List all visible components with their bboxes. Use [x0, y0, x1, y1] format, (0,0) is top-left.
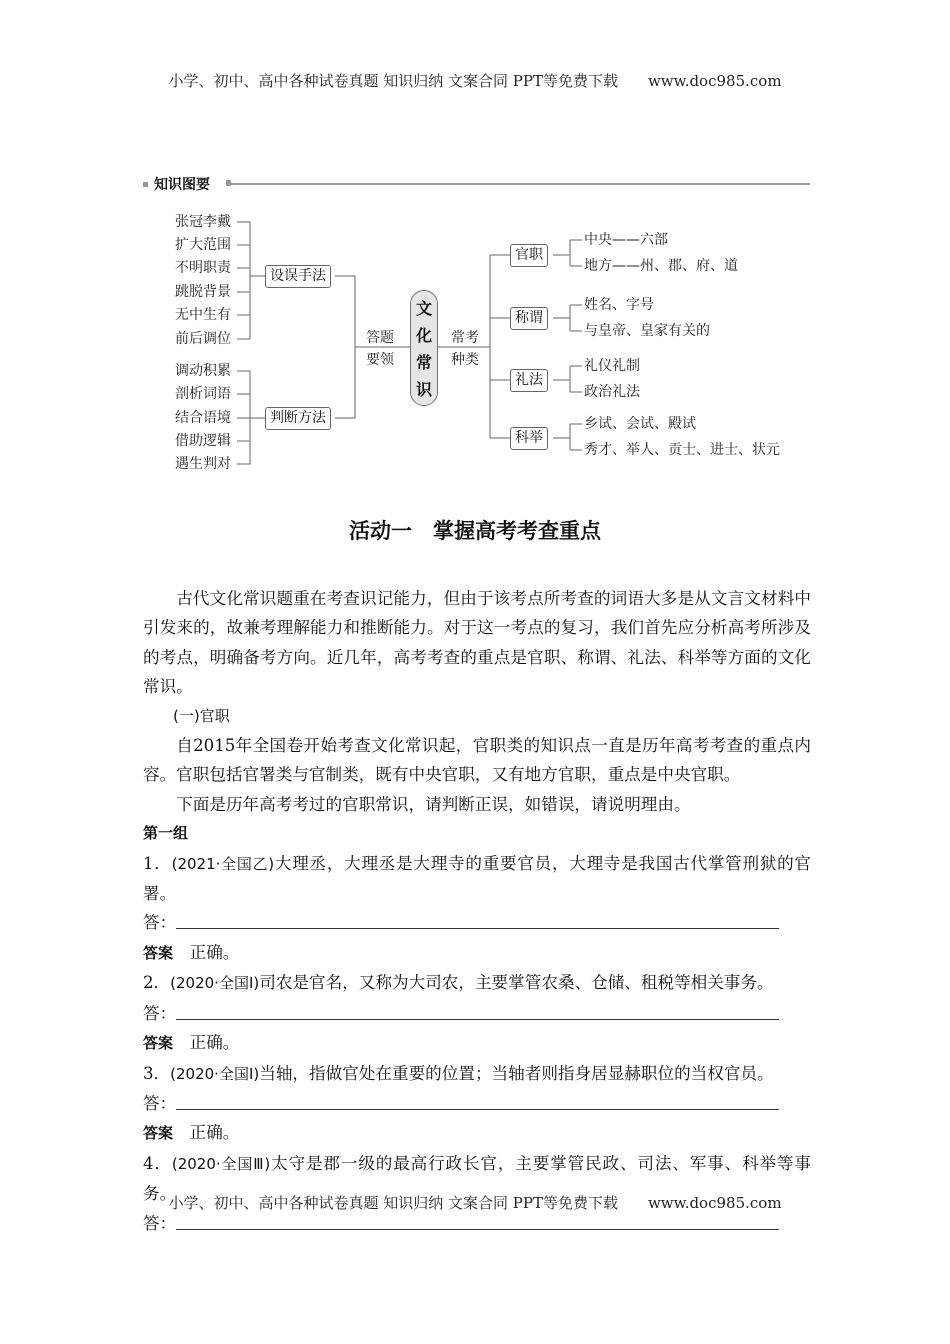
right-leaf-item: 地方——州、郡、府、道	[584, 258, 738, 274]
answer-label: 答案	[143, 943, 174, 962]
footer-url[interactable]: www.doc985.com	[647, 1194, 782, 1212]
left-leaf-item: 遇生判对	[175, 456, 231, 472]
question-source: (2020·全国Ⅰ)	[170, 1064, 260, 1083]
section-label-text: 知识图要	[154, 177, 210, 193]
intro-paragraph: 古代文化常识题重在考查识记能力，但由于该考点所考查的词语大多是从文言文材料中引发来的，故兼考理解能力和推断能力。对于这一考点的复习，我们首先应分析高考所涉及的考点，明确备考方向。近几年，高考考查的重点是官职、称谓、礼法、科举等方面的文化常识。	[143, 589, 811, 697]
right-group-node: 官职	[510, 244, 548, 267]
answer	[143, 938, 811, 968]
question-number: 2．	[143, 973, 171, 993]
answer-prefix: 答：	[143, 1093, 177, 1113]
right-leaf-item: 中央——六部	[584, 232, 668, 248]
right-leaf-item: 与皇帝、皇家有关的	[584, 323, 710, 339]
question-text: 太守是郡一级的最高行政长官，主要掌管民政、司法、军事、科举等事务。	[143, 1153, 811, 1204]
mindmap-connectors	[0, 0, 950, 500]
answer-text: 正确。	[189, 1033, 240, 1053]
right-leaf-item: 秀才、举人、贡士、进士、状元	[584, 442, 780, 458]
header-url[interactable]: www.doc985.com	[647, 72, 782, 90]
right-branch-label: 种类	[451, 352, 479, 368]
answer-label: 答案	[143, 1124, 174, 1143]
question-text: 大理丞，大理丞是大理寺的重要官员，大理寺是我国古代掌管刑狱的官署。	[143, 853, 811, 904]
question-number: 1．	[143, 853, 172, 873]
right-group-node: 礼法	[510, 369, 548, 392]
mindmap-center-node	[410, 290, 438, 406]
center-char: 识	[415, 380, 432, 399]
answer-text: 正确。	[189, 1123, 240, 1143]
answer-line	[143, 999, 811, 1028]
right-leaf-item: 礼仪礼制	[584, 358, 640, 374]
question-number: 4．	[143, 1153, 172, 1173]
header-text: 小学、初中、高中各种试卷真题 知识归纳 文案合同 PPT等免费下载	[168, 72, 618, 90]
left-leaf-item: 结合语境	[175, 410, 231, 426]
answer-text: 正确。	[189, 942, 240, 962]
answer	[143, 1118, 811, 1148]
left-leaf-item: 不明职责	[175, 260, 231, 276]
left-leaf-item: 扩大范围	[175, 237, 231, 253]
answer	[143, 1028, 811, 1058]
left-leaf-item: 张冠李戴	[175, 214, 231, 230]
question-source: (2021·全国乙)	[171, 854, 275, 873]
left-leaf-item: 剖析词语	[175, 386, 231, 402]
center-char: 文	[415, 299, 432, 318]
right-leaf-item: 姓名、字号	[584, 297, 654, 313]
question	[143, 849, 811, 909]
question-text: 当轴，指做官处在重要的位置；当轴者则指身居显赫职位的当权官员。	[259, 1063, 774, 1083]
right-group-node: 科举	[510, 427, 548, 450]
question	[143, 968, 811, 998]
right-branch-label: 常考	[451, 330, 479, 346]
page-footer	[0, 1192, 950, 1213]
right-leaf-item: 政治礼法	[584, 384, 640, 400]
answer-line	[143, 1089, 811, 1118]
question-number: 3．	[143, 1063, 171, 1083]
answer-blank[interactable]	[176, 908, 779, 929]
left-leaf-item: 借助逻辑	[175, 433, 231, 449]
question-text: 司农是官名，又称为大司农，主要掌管农桑、仓储、租税等相关事务。	[259, 973, 774, 993]
left-leaf-item: 跳脱背景	[175, 284, 231, 300]
left-leaf-item: 调动积累	[175, 363, 231, 379]
footer-text: 小学、初中、高中各种试卷真题 知识归纳 文案合同 PPT等免费下载	[168, 1194, 618, 1212]
left-group-node: 判断方法	[265, 407, 331, 430]
paragraph: 下面是历年高考考过的官职常识，请判断正误，如错误，请说明理由。	[176, 794, 691, 814]
question-source: (2020·全国Ⅲ)	[171, 1154, 271, 1173]
left-leaf-item: 无中生有	[175, 307, 231, 323]
right-leaf-item: 乡试、会试、殿试	[584, 416, 696, 432]
answer-prefix: 答：	[143, 1003, 177, 1023]
main-body	[143, 584, 811, 1238]
activity-title: 活动一 掌握高考考查重点	[349, 519, 601, 543]
left-branch-label: 要领	[366, 352, 394, 368]
answer-blank[interactable]	[176, 1089, 779, 1110]
answer-line	[143, 908, 811, 937]
group-label: 第一组	[143, 824, 189, 843]
question-source: (2020·全国Ⅰ)	[170, 974, 260, 993]
answer-label: 答案	[143, 1034, 174, 1053]
paragraph: 自2015年全国卷开始考查文化常识起，官职类的知识点一直是历年高考考查的重点内容。官职包括官署类与官制类，既有中央官职，又有地方官职，重点是中央官职。	[143, 736, 811, 785]
center-char: 常	[415, 353, 432, 372]
subsection-heading: (一)官职	[173, 706, 230, 725]
answer-prefix: 答：	[143, 1213, 177, 1233]
left-leaf-item: 前后调位	[175, 331, 231, 347]
left-branch-label: 答题	[366, 330, 394, 346]
left-group-node: 设误手法	[265, 265, 331, 288]
answer-prefix: 答：	[143, 913, 177, 933]
answer-blank[interactable]	[176, 999, 779, 1020]
question	[143, 1059, 811, 1089]
right-group-node: 称谓	[510, 307, 548, 330]
center-char: 化	[415, 326, 432, 345]
